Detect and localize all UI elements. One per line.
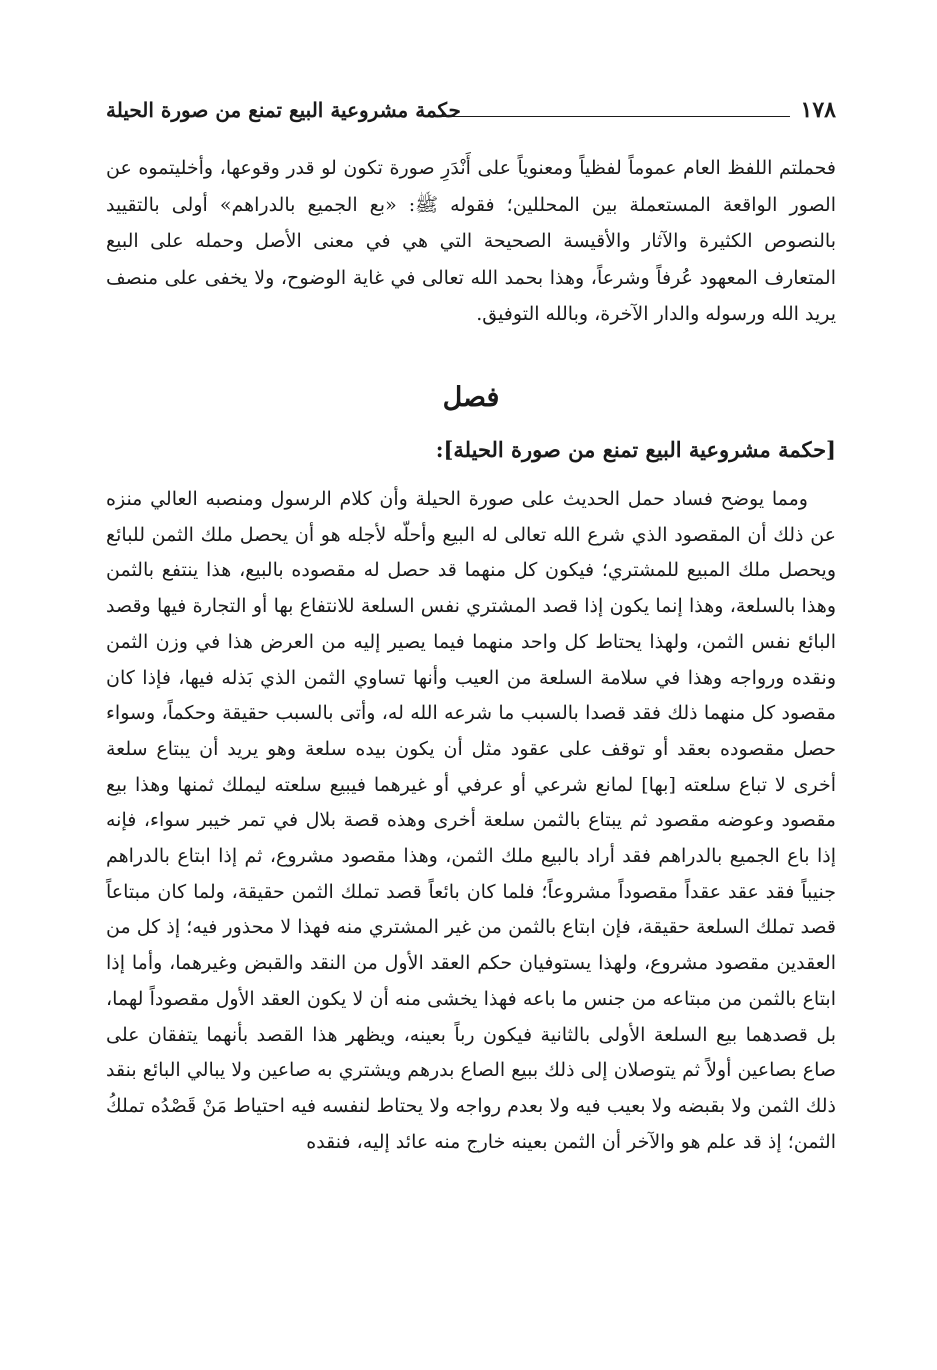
section-heading: فصل: [442, 382, 500, 413]
section-subheading: [حكمة مشروعية البيع تمنع من صورة الحيلة]:: [435, 437, 836, 462]
intro-paragraph-block: [106, 150, 836, 333]
page-header: [106, 94, 836, 134]
intro-paragraph: فحملتم اللفظ العام عموماً لفظياً ومعنوياً على أَنْدَرِ صورة تكون لو قدر وقوعها، وأخليتموه عن الصور الواقعة المستعملة بين المحللين؛ فقوله ﷺ: «بع الجميع بالدراهم» أولى بالتقييد بالنصوص الكثيرة والآثار والأقيسة الصحيحة التي هي في معنى الأصل وحمله على البيع المتعارف المعهود عُرفاً وشرعاً، وهذا بحمد الله تعالى في غاية الوضوح، ولا يخفى على منصف يريد الله ورسوله والدار الآخرة، وبالله التوفيق.: [106, 157, 836, 325]
page-number: ١٧٨: [800, 97, 836, 123]
main-paragraph: ومما يوضح فساد حمل الحديث على صورة الحيلة وأن كلام الرسول ومنصبه العالي منزه عن ذلك أن المقصود الذي شرع الله تعالى له البيع وأحلّه لأجله هو أن يحصل ملك الثمن للبائع ويحصل ملك المبيع للمشتري؛ فيكون كل منهما قد حصل له مقصوده بالبيع، هذا ينتفع بالثمن وهذا بالسلعة، وهذا إنما يكون إذا قصد المشتري نفس السلعة للانتفاع بها أو التجارة فيها وقصد البائع نفس الثمن، ولهذا يحتاط كل واحد منهما فيما يصير إليه من العرض هذا في وزن الثمن ونقده ورواجه وهذا في سلامة السلعة من العيب وأنها تساوي الثمن الذي بَذله فيها، فإذا كان مقصود كل منهما ذلك فقد قصدا بالسبب ما شرعه الله له، وأتى بالسبب حقيقة وحكماً، وسواء حصل مقصوده بعقد أو توقف على عقود مثل أن يكون بيده سلعة وهو يريد أن يبتاع سلعة أخرى لا تباع سلعته [بها] لمانع شرعي أو عرفي أو غيرهما فيبيع سلعته ليملك ثمنها وهذا بيع مقصود وعوضه مقصود ثم يبتاع بالثمن سلعة أخرى وهذه قصة بلال في تمر خيبر سواء، فإنه إذا باع الجميع بالدراهم فقد أراد بالبيع ملك الثمن، وهذا مقصود مشروع، ثم إذا ابتاع بالدراهم جنيباً فقد عقد عقداً مقصوداً مشروعاً؛ فلما كان بائعاً قصد تملك الثمن حقيقة، ولما كان مبتاعاً قصد تملك السلعة حقيقة، فإن ابتاع بالثمن من غير المشتري منه فهذا لا محذور فيه؛ إذ كل من العقدين مقصود مشروع، ولهذا يستوفيان حكم العقد الأول من النقد والقبض وغيرهما، وأما إذا ابتاع بالثمن من مبتاعه من جنس ما باعه فهذا يخشى منه أن لا يكون العقد الأول مقصوداً لهما، بل قصدهما بيع السلعة الأولى بالثانية فيكون رباً بعينه، ويظهر هذا القصد بأنهما يتفقان على صاع بصاعين أولاً ثم يتوصلان إلى ذلك ببيع الصاع بدرهم ويشتري به صاعين ولا يبالي البائع بنقد ذلك الثمن ولا بقبضه ولا بعيب فيه ولا بعدم رواجه ولا يحتاط لنفسه فيه احتياط مَنْ قَصْدُه تملكُ الثمن؛ إذ قد علم هو والآخر أن الثمن بعينه خارج منه عائد إليه، فنقده: [106, 488, 836, 1153]
header-rule: [436, 116, 790, 117]
main-paragraph-block: [106, 482, 836, 1160]
running-title: حكمة مشروعية البيع تمنع من صورة الحيلة: [106, 98, 461, 122]
